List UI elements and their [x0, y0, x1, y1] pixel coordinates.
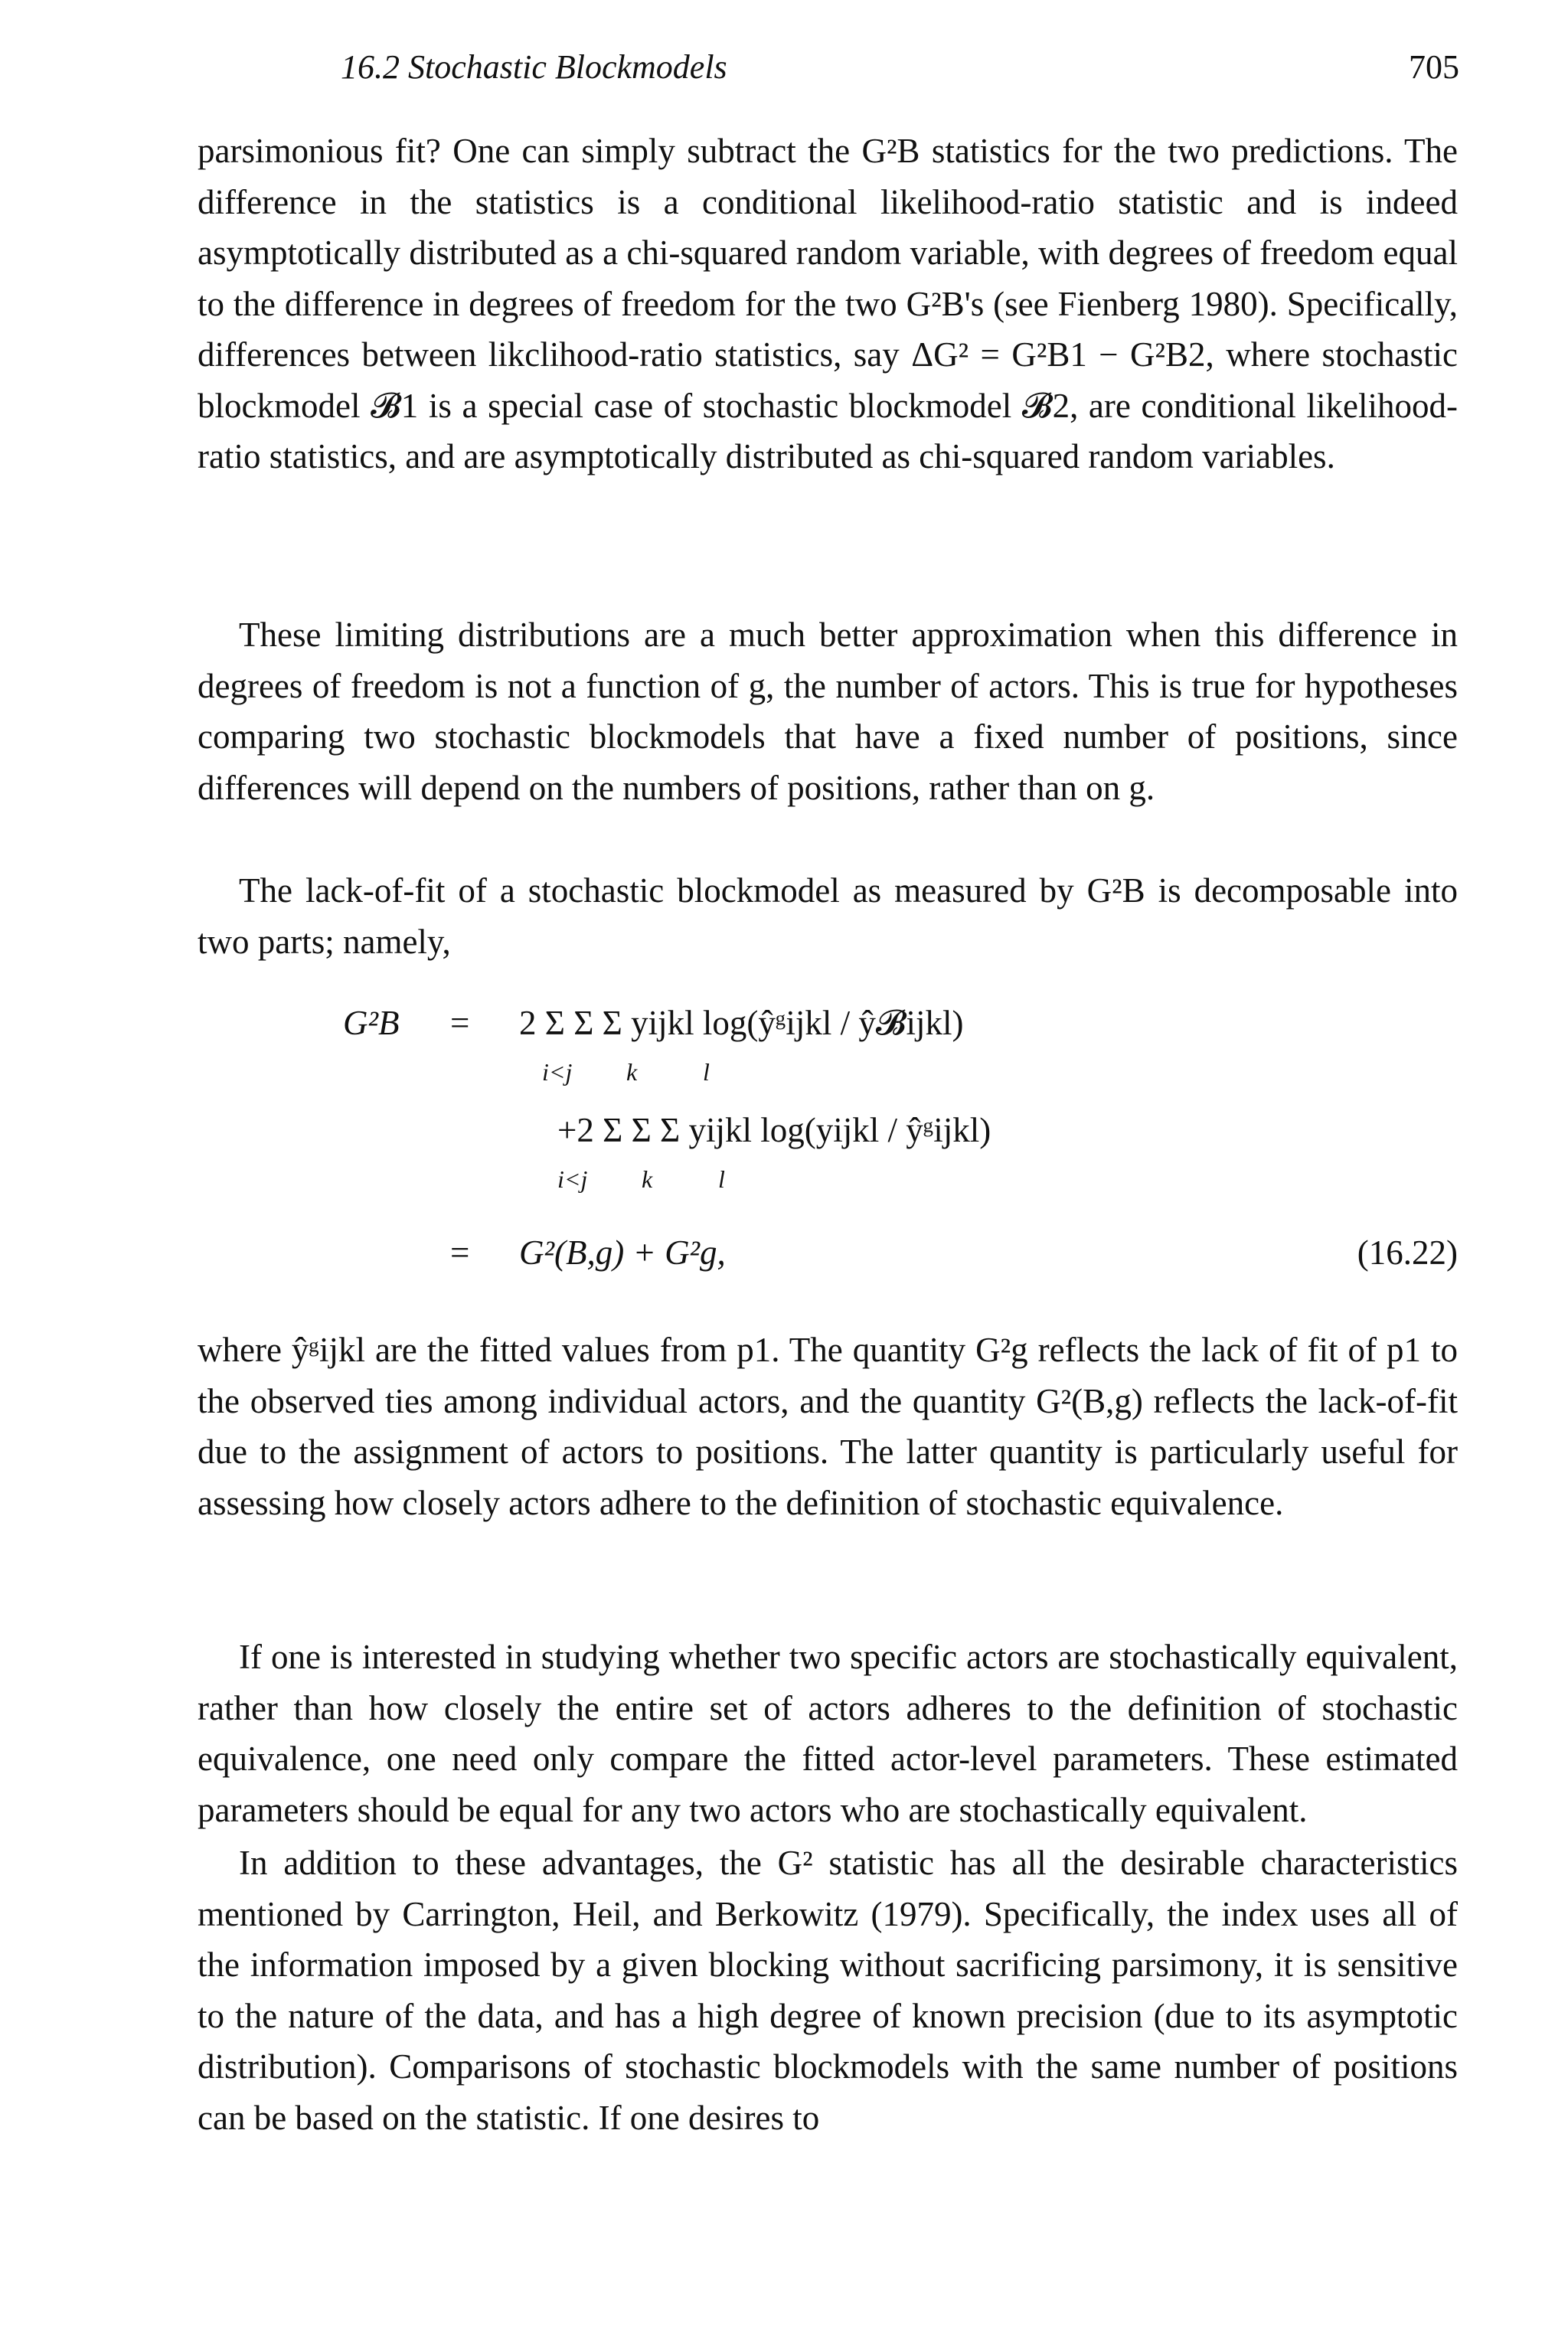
- running-title: 16.2 Stochastic Blockmodels: [341, 48, 727, 86]
- paragraph-4-text: where ŷᵍijkl are the fitted values from p1. The quantity G²g reflects the lack of fit of p1 to the observed ties among individual actors, and the quantity G²(B,g) reflects the lack-of-fit due to the assignment of actors to positions. The latter quantity is particularly useful for assessing how closely actors adhere to the definition of stochastic equivalence.: [198, 1331, 1458, 1522]
- paragraph-6-text: In addition to these advantages, the G² statistic has all the desirable characteristics mentioned by Carrington, Heil, and Berkowitz (1979). Specifically, the index uses all of the information imposed by a given blocking without sacrificing parsimony, it is sensitive to the nature of the data, and has a high degree of known precision (due to its asymptotic distribution). Comparisons of stochastic blockmodels with the same number of positions can be based on the statistic. If one desires to: [198, 1844, 1458, 2137]
- paragraph-3-text: The lack-of-fit of a stochastic blockmodel as measured by G²B is decomposable into two parts; namely,: [198, 871, 1458, 961]
- paragraph-3: [198, 865, 1458, 967]
- equation-equals-2: =: [450, 1233, 470, 1272]
- equation-term-1-index-l: l: [703, 1058, 710, 1086]
- paragraph-1: [198, 126, 1458, 482]
- equation-equals-1: =: [450, 1004, 470, 1042]
- equation-term-2-index-k: k: [642, 1165, 653, 1193]
- equation-term-2: +2 Σ Σ Σ yijkl log(yijkl / ŷᵍijkl): [557, 1111, 991, 1149]
- page-number: 705: [1409, 48, 1459, 86]
- paragraph-4: [198, 1325, 1458, 1528]
- paragraph-1-text: parsimonious fit? One can simply subtract the G²B statistics for the two predictions. The difference in the statistics is a conditional likelihood-ratio statistic and is indeed asymptotically distributed as a chi-squared random variable, with degrees of freedom equal to the difference in degrees of freedom for the two G²B's (see Fienberg 1980). Specifically, differences between likclihood-ratio statistics, say ΔG² = G²B1 − G²B2, where stochastic blockmodel 𝓑1 is a special case of stochastic blockmodel 𝓑2, are conditional likelihood-ratio statistics, and are asymptotically distributed as chi-squared random variables.: [198, 132, 1458, 475]
- paragraph-2: [198, 609, 1458, 813]
- paragraph-5: [198, 1632, 1458, 1835]
- equation-number: (16.22): [1357, 1233, 1458, 1272]
- equation-lhs: G²B: [343, 1004, 400, 1042]
- paragraph-2-text: These limiting distributions are a much better approximation when this difference in degrees of freedom is not a function of g, the number of actors. This is true for hypotheses comparing two stochastic blockmodels that have a fixed number of positions, since differences will depend on the numbers of positions, rather than on g.: [198, 616, 1458, 807]
- equation-term-2-index-l: l: [718, 1165, 725, 1193]
- equation-16-22: [198, 988, 1458, 1309]
- paragraph-6: [198, 1838, 1458, 2143]
- page-header: [0, 47, 1568, 93]
- equation-term-3: G²(B,g) + G²g,: [519, 1233, 726, 1272]
- equation-term-1-index-i: i<j: [542, 1058, 573, 1086]
- equation-term-2-index-i: i<j: [557, 1165, 588, 1193]
- equation-term-1: 2 Σ Σ Σ yijkl log(ŷᵍijkl / ŷ𝓑ijkl): [519, 1004, 964, 1042]
- equation-term-1-index-k: k: [626, 1058, 638, 1086]
- paragraph-5-text: If one is interested in studying whether two specific actors are stochastically equivalent, rather than how closely the entire set of actors adheres to the definition of stochastic equivalence, one need only compare the fitted actor-level parameters. These estimated parameters should be equal for any two actors who are stochastically equivalent.: [198, 1638, 1458, 1829]
